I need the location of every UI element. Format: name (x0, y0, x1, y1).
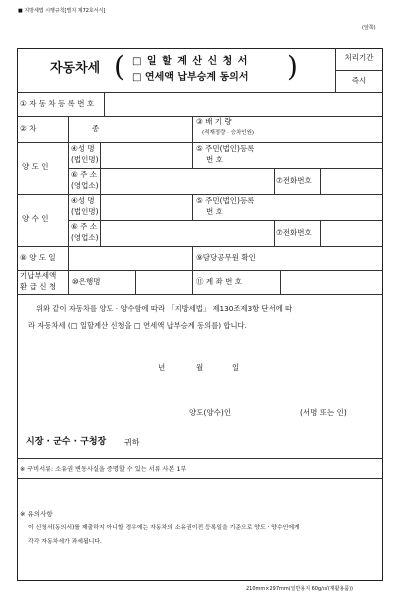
refund-label-sub: 환 급 신 청 (20, 282, 57, 291)
car-type-label-2: 종 (92, 124, 100, 133)
date-year: 년 (158, 363, 166, 372)
transferor-id-sub: 번 호 (206, 155, 223, 164)
date-day: 일 (232, 363, 240, 372)
declaration-line-2: 라 자동차세 (□ 일할계산 신청을 □ 연세액 납부승계 동의를) 합니다. (28, 321, 247, 330)
transferee-id-sub: 번 호 (206, 207, 223, 216)
processing-period-label: 처리기간 (344, 53, 374, 62)
paper-spec: 210mm×297mm(일반용지 60g/㎡(재활용품)) (246, 586, 354, 592)
form-reference: ■ 지방세법 시행규칙[별지 제72호서식] (18, 8, 106, 14)
transferor-label: 양 도 인 (22, 162, 49, 171)
transferee-id-label: ⑤ 주민(법인)등록 (196, 196, 255, 205)
page-side: (앞쪽) (362, 25, 376, 31)
officer-check-label: ⑨담당공무원 확인 (196, 253, 256, 262)
left-paren: ( (114, 50, 125, 83)
refund-label: 기납부세액 (20, 271, 57, 280)
transferor-name-sub: (법인명) (71, 155, 99, 164)
account-number-label: ⑪ 계 좌 번 호 (196, 277, 243, 286)
declaration-line-1: 위와 같이 자동차를 양도 · 양수함에 따라 「지방세법」 제130조제3항 단서에 따 (36, 304, 293, 313)
transferor-phone-label: ⑦전화번호 (276, 176, 312, 185)
car-type-label: ② 차 (20, 124, 37, 133)
transfer-date-label: ⑧ 양 도 일 (20, 253, 56, 262)
transferee-address-label: ⑥ 주 소 (71, 222, 97, 231)
transferor-address-label: ⑥ 주 소 (71, 170, 97, 179)
required-docs: ※ 구비서류: 소유권 변동사실을 증명할 수 있는 서류 사본 1부 (20, 466, 187, 473)
transferee-phone-label: ⑦전화번호 (276, 228, 312, 237)
signer-label: 양도(양수)인 (189, 408, 232, 417)
right-paren: ) (287, 50, 298, 83)
form-frame (17, 48, 383, 581)
transferee-name-sub: (법인명) (71, 207, 99, 216)
displacement-label: ③ 배 기 량 (196, 117, 232, 126)
recipient-label: 시장 · 군수 · 구청장 (26, 437, 107, 447)
notice-line-1: 이 신청서(동의서)를 제출하지 아니할 경우에는 자동차의 소유권이전 등록일을 기준으로 양도 · 양수인에게 (28, 525, 300, 531)
transferor-address-sub: (영업소) (71, 181, 99, 190)
displacement-sub-label: (적재정량 · 승차인원) (202, 130, 255, 136)
notice-title: ※ 유의사항 (20, 510, 53, 518)
form-title: 자동차세 (50, 61, 101, 76)
reg-no-label: ① 자 동 차 등 록 번 호 (20, 99, 95, 108)
transferee-name-label: ④성 명 (71, 196, 95, 205)
transferee-label: 양 수 인 (22, 214, 49, 223)
transferor-name-label: ④성 명 (71, 144, 95, 153)
option-annual-succession: □ 연세액 납부승계 동의서 (132, 72, 249, 83)
option-daily-calculation: □ 일 할 계 산 신 청 서 (132, 56, 249, 67)
bank-name-label: ⑩은행명 (72, 277, 101, 286)
recipient-suffix: 귀하 (124, 438, 140, 447)
notice-line-2: 각각 자동차세가 과세됩니다. (28, 539, 102, 545)
transferor-id-label: ⑤ 주민(법인)등록 (196, 144, 255, 153)
processing-period-value: 즉시 (351, 76, 367, 85)
signature-note: (서명 또는 인) (300, 408, 347, 417)
date-month: 월 (196, 363, 204, 372)
transferee-address-sub: (영업소) (71, 233, 99, 242)
